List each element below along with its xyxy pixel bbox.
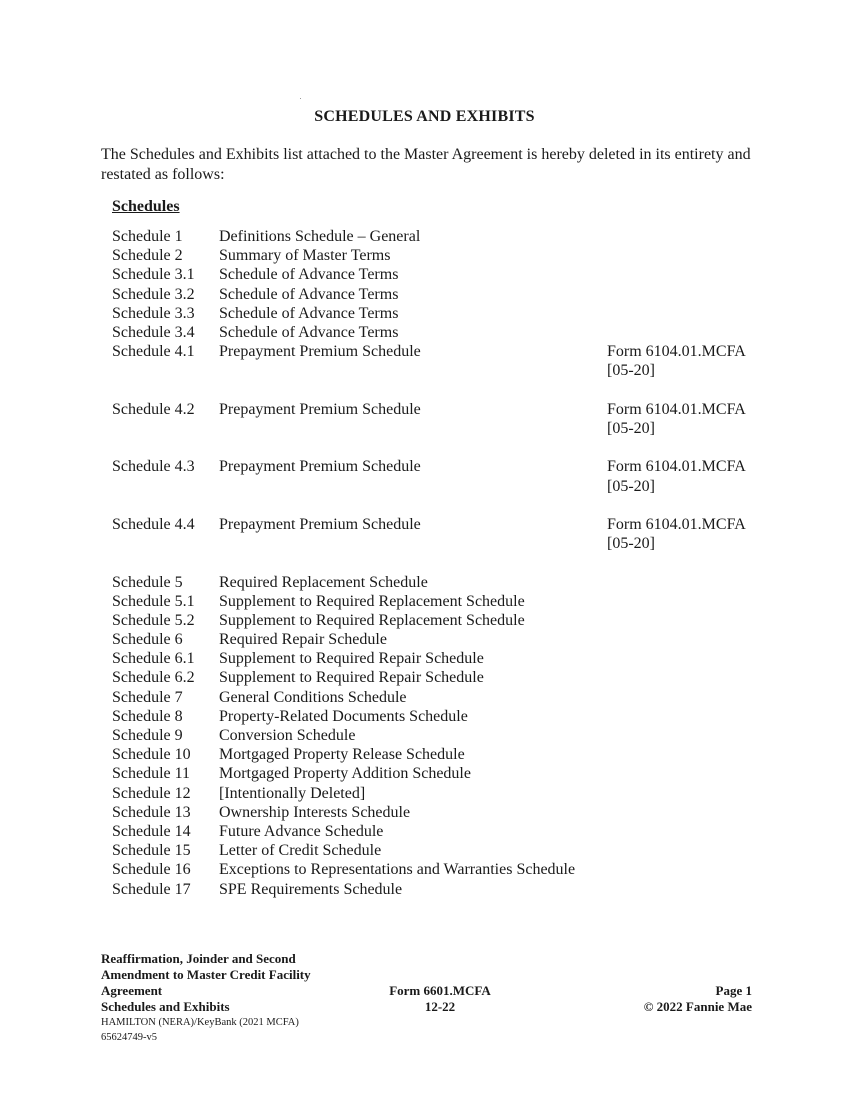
schedule-description: Required Replacement Schedule [219, 573, 428, 591]
schedule-number: Schedule 6.2 [112, 669, 195, 687]
copyright: © 2022 Fannie Mae [643, 999, 752, 1014]
footer-doc-reference: HAMILTON (NERA)/KeyBank (2021 MCFA) [101, 1017, 299, 1028]
stray-mark [300, 98, 301, 99]
schedule-row [112, 304, 772, 323]
schedules-list [112, 227, 772, 899]
schedule-description: Schedule of Advance Terms [219, 304, 399, 322]
schedule-row [112, 285, 772, 304]
schedule-number: Schedule 6.1 [112, 650, 195, 668]
schedule-form-reference: Form 6104.01.MCFA [05-20] [607, 458, 745, 495]
schedule-description: Ownership Interests Schedule [219, 803, 411, 821]
schedule-row [112, 803, 772, 822]
schedule-number: Schedule 4.3 [112, 458, 195, 476]
footer-line: Agreement [101, 983, 163, 998]
schedule-description: Prepayment Premium Schedule [219, 458, 421, 476]
schedule-number: Schedule 1 [112, 228, 183, 245]
schedule-description: Prepayment Premium Schedule [219, 515, 421, 533]
schedule-description: Supplement to Required Replacement Schedule [219, 611, 525, 629]
schedule-row [112, 841, 772, 860]
schedule-description: Exceptions to Representations and Warranties Schedule [219, 861, 576, 879]
schedule-row [112, 265, 772, 284]
schedule-number: Schedule 5.2 [112, 611, 195, 629]
footer-page-info [590, 983, 752, 1015]
schedule-number: Schedule 5.1 [112, 592, 195, 610]
schedule-number: Schedule 4.1 [112, 343, 195, 361]
schedule-description: Schedule of Advance Terms [219, 266, 399, 284]
schedule-number: Schedule 8 [112, 707, 183, 725]
schedule-row [112, 860, 772, 879]
schedule-description: Future Advance Schedule [219, 822, 384, 840]
schedule-row [112, 880, 772, 899]
schedule-number: Schedule 4.2 [112, 400, 195, 418]
schedule-description: Prepayment Premium Schedule [219, 400, 421, 418]
schedule-number: Schedule 4.4 [112, 515, 195, 533]
schedule-number: Schedule 9 [112, 727, 183, 744]
schedule-number: Schedule 5 [112, 573, 183, 591]
schedule-description: Required Repair Schedule [219, 631, 387, 649]
footer-line: Schedules and Exhibits [101, 999, 230, 1014]
schedule-row [112, 764, 772, 783]
schedule-number: Schedule 17 [112, 880, 191, 898]
schedule-row [112, 246, 772, 265]
schedule-number: Schedule 11 [112, 765, 191, 783]
schedule-row [112, 323, 772, 342]
footer-line: Reaffirmation, Joinder and Second [101, 951, 296, 966]
intro-paragraph: The Schedules and Exhibits list attached to the Master Agreement is hereby deleted in its entirety and restated as follows: [101, 146, 751, 183]
schedule-row [112, 745, 772, 764]
schedule-number: Schedule 16 [112, 861, 191, 879]
schedule-number: Schedule 3.1 [112, 266, 195, 284]
schedule-description: Mortgaged Property Addition Schedule [219, 765, 471, 783]
schedules-heading: Schedules [112, 198, 180, 215]
schedule-description: SPE Requirements Schedule [219, 880, 403, 898]
schedule-row [112, 688, 772, 707]
page-number: Page 1 [715, 983, 752, 998]
footer-line: Amendment to Master Credit Facility [101, 967, 311, 982]
schedule-row [112, 649, 772, 668]
schedule-row [112, 592, 772, 611]
schedule-row [112, 457, 772, 515]
schedule-number: Schedule 3.4 [112, 323, 195, 341]
schedule-row [112, 668, 772, 687]
schedule-description: Schedule of Advance Terms [219, 323, 399, 341]
schedule-number: Schedule 3.2 [112, 285, 195, 303]
schedule-description: Prepayment Premium Schedule [219, 343, 421, 361]
schedule-description: Property-Related Documents Schedule [219, 707, 468, 725]
page-title: SCHEDULES AND EXHIBITS [314, 108, 535, 125]
footer-document-info [101, 951, 361, 1045]
schedule-number: Schedule 6 [112, 631, 183, 649]
schedule-row [112, 342, 772, 400]
schedule-form-reference: Form 6104.01.MCFA [05-20] [607, 400, 745, 437]
schedule-row [112, 400, 772, 458]
schedule-row [112, 707, 772, 726]
footer-doc-id: 65624749-v5 [101, 1032, 157, 1043]
schedule-row [112, 784, 772, 803]
schedule-row [112, 630, 772, 649]
schedule-form-reference: Form 6104.01.MCFA [05-20] [607, 343, 745, 380]
footer-form-info [360, 983, 520, 1015]
schedule-row [112, 515, 772, 573]
schedule-number: Schedule 15 [112, 842, 191, 860]
schedule-number: Schedule 10 [112, 746, 191, 764]
schedule-number: Schedule 13 [112, 803, 191, 821]
schedule-number: Schedule 2 [112, 247, 183, 265]
schedule-description: [Intentionally Deleted] [219, 784, 366, 802]
schedule-row [112, 726, 772, 745]
schedule-number: Schedule 7 [112, 688, 183, 706]
schedule-description: Letter of Credit Schedule [219, 842, 382, 860]
schedule-description: Mortgaged Property Release Schedule [219, 746, 465, 764]
schedule-number: Schedule 12 [112, 784, 191, 802]
footer-form-date: 12-22 [424, 999, 456, 1014]
schedule-description: Summary of Master Terms [219, 247, 391, 265]
schedule-row [112, 611, 772, 630]
schedule-description: General Conditions Schedule [219, 688, 407, 706]
schedule-description: Supplement to Required Repair Schedule [219, 650, 484, 668]
schedule-form-reference: Form 6104.01.MCFA [05-20] [607, 515, 745, 553]
schedule-description: Schedule of Advance Terms [219, 285, 399, 303]
schedule-row [112, 822, 772, 841]
footer-form-number: Form 6601.MCFA [389, 983, 491, 998]
schedule-description: Supplement to Required Repair Schedule [219, 669, 484, 687]
schedule-number: Schedule 3.3 [112, 304, 195, 322]
schedule-row [112, 573, 772, 592]
schedule-description: Supplement to Required Replacement Schedule [219, 592, 525, 610]
schedule-description: Definitions Schedule – General [219, 228, 421, 245]
schedule-number: Schedule 14 [112, 822, 191, 840]
schedule-description: Conversion Schedule [219, 727, 356, 744]
schedule-row [112, 227, 772, 246]
